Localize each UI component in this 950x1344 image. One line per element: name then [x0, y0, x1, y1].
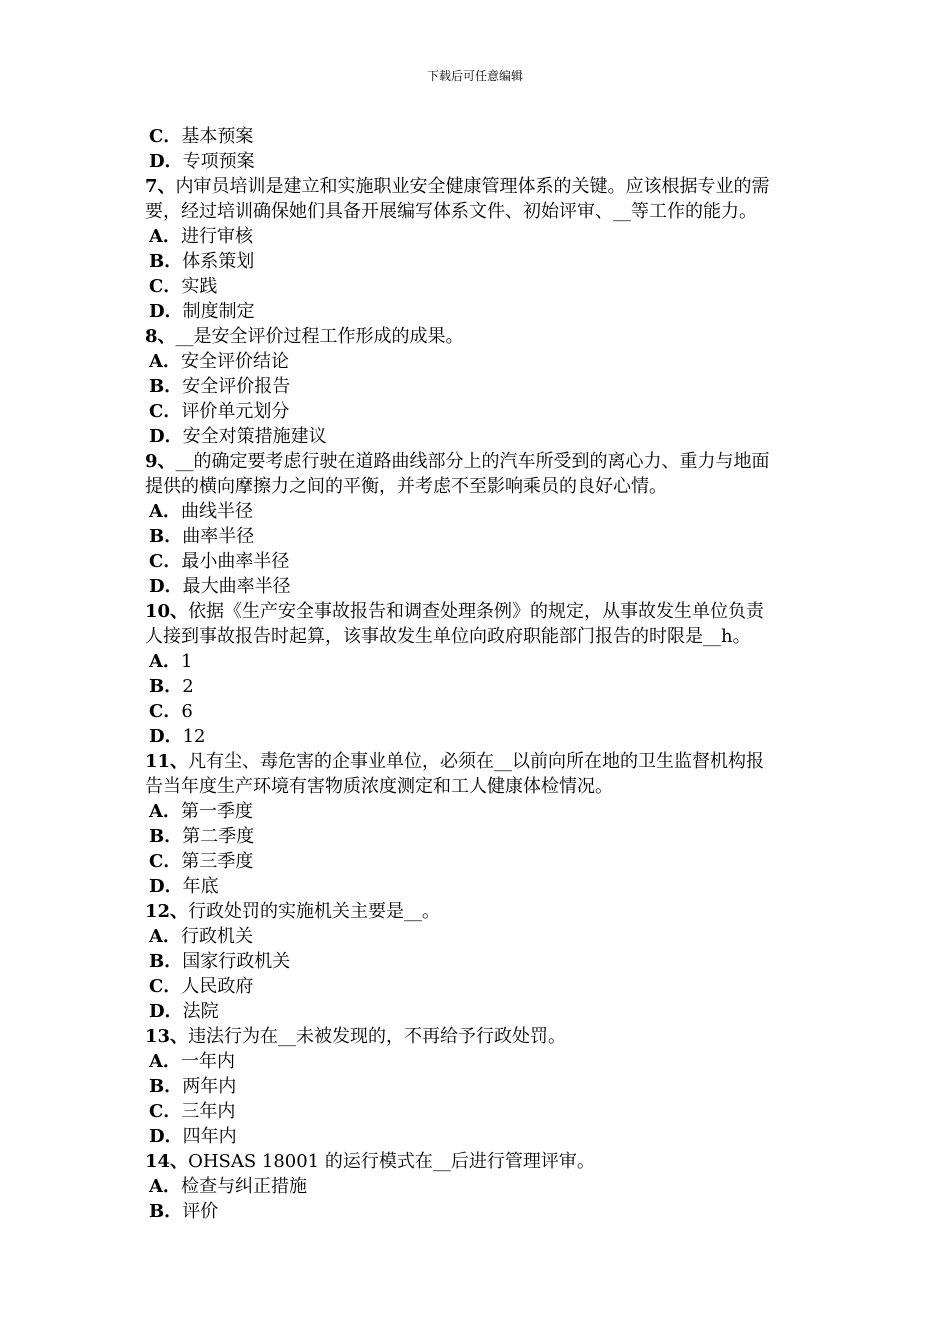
page-header: 下载后可任意编辑 [426, 69, 523, 83]
option-text: 曲率半径 [182, 526, 255, 547]
question-line [145, 899, 815, 924]
question-text: 提供的横向摩擦力之间的平衡，并考虑不至影响乘员的良好心情。 [145, 476, 667, 497]
option-text: 最大曲率半径 [182, 576, 291, 597]
option-text: 基本预案 [181, 126, 254, 147]
option-line [145, 724, 815, 749]
question-line [145, 449, 815, 474]
question-line [145, 1024, 815, 1049]
option-text: 6 [181, 701, 193, 722]
option-letter: D． [149, 876, 183, 897]
option-line [145, 924, 815, 949]
question-text: 人接到事故报告时起算，该事故发生单位向政府职能部门报告的时限是__h。 [145, 626, 751, 647]
option-text: 曲线半径 [180, 501, 253, 522]
option-letter: B． [149, 1076, 183, 1097]
question-text: 行政处罚的实施机关主要是__。 [188, 901, 441, 922]
option-letter: B． [149, 526, 183, 547]
question-line [145, 1149, 815, 1174]
option-line [145, 499, 815, 524]
question-line [145, 324, 815, 349]
question-text: __是安全评价过程工作形成的成果。 [175, 326, 464, 347]
option-letter: A． [149, 226, 181, 247]
option-letter: C． [149, 976, 182, 997]
option-letter: D． [149, 301, 183, 322]
option-text: 三年内 [181, 1101, 236, 1122]
option-line [145, 999, 815, 1024]
option-line [145, 799, 815, 824]
option-letter: B． [149, 1201, 183, 1222]
option-letter: C． [149, 551, 182, 572]
option-letter: B． [149, 826, 183, 847]
option-text: 法院 [182, 1001, 219, 1022]
option-line [145, 149, 815, 174]
option-text: 检查与纠正措施 [180, 1176, 307, 1197]
option-text: 专项预案 [182, 151, 255, 172]
option-line [145, 974, 815, 999]
option-line [145, 1074, 815, 1099]
option-line [145, 299, 815, 324]
option-text: 2 [182, 676, 194, 697]
option-line [145, 1124, 815, 1149]
option-line [145, 274, 815, 299]
option-letter: A． [149, 651, 181, 672]
option-line [145, 549, 815, 574]
option-line [145, 524, 815, 549]
option-text: 两年内 [182, 1076, 237, 1097]
option-letter: D． [149, 151, 183, 172]
option-letter: A． [149, 351, 181, 372]
question-number: 13、 [145, 1026, 189, 1047]
question-text: 依据《生产安全事故报告和调查处理条例》的规定，从事故发生单位负责 [188, 601, 765, 622]
question-number: 11、 [145, 751, 189, 772]
option-letter: B． [149, 251, 183, 272]
question-line [145, 774, 815, 799]
option-line [145, 374, 815, 399]
question-text: 要，经过培训确保她们具备开展编写体系文件、初始评审、__等工作的能力。 [145, 201, 757, 222]
option-text: 一年内 [180, 1051, 235, 1072]
question-number: 10、 [145, 601, 189, 622]
question-text: __的确定要考虑行驶在道路曲线部分上的汽车所受到的离心力、重力与地面 [175, 451, 770, 472]
option-text: 第二季度 [182, 826, 255, 847]
option-letter: B． [149, 376, 183, 397]
option-text: 第三季度 [181, 851, 254, 872]
option-text: 实践 [181, 276, 218, 297]
question-text: 内审员培训是建立和实施职业安全健康管理体系的关键。应该根据专业的需 [175, 176, 770, 197]
option-line [145, 424, 815, 449]
option-letter: C． [149, 851, 182, 872]
option-line [145, 124, 815, 149]
option-text: 安全评价结论 [180, 351, 289, 372]
option-letter: D． [149, 576, 183, 597]
option-text: 制度制定 [182, 301, 255, 322]
option-letter: A． [149, 501, 181, 522]
option-line [145, 399, 815, 424]
option-letter: A． [149, 1176, 181, 1197]
option-text: 安全对策措施建议 [182, 426, 327, 447]
option-line [145, 674, 815, 699]
option-line [145, 1174, 815, 1199]
question-number: 12、 [145, 901, 189, 922]
option-text: 四年内 [182, 1126, 237, 1147]
option-line [145, 1049, 815, 1074]
option-line [145, 699, 815, 724]
question-line [145, 174, 815, 199]
option-letter: A． [149, 926, 181, 947]
option-text: 国家行政机关 [182, 951, 291, 972]
option-line [145, 349, 815, 374]
option-letter: C． [149, 126, 182, 147]
question-line [145, 199, 815, 224]
option-text: 人民政府 [181, 976, 254, 997]
option-text: 评价 [182, 1201, 219, 1222]
question-line [145, 624, 815, 649]
option-letter: D． [149, 1001, 183, 1022]
option-letter: A． [149, 1051, 181, 1072]
option-letter: D． [149, 726, 183, 747]
question-text: 违法行为在__未被发现的，不再给予行政处罚。 [188, 1026, 567, 1047]
option-line [145, 1199, 815, 1224]
option-letter: D． [149, 426, 183, 447]
option-text: 最小曲率半径 [181, 551, 290, 572]
option-line [145, 574, 815, 599]
option-line [145, 224, 815, 249]
option-letter: D． [149, 1126, 183, 1147]
option-text: 12 [182, 726, 206, 747]
question-number: 9、 [145, 451, 176, 472]
option-line [145, 649, 815, 674]
option-text: 体系策划 [182, 251, 255, 272]
question-number: 8、 [145, 326, 176, 347]
option-letter: C． [149, 401, 182, 422]
option-letter: B． [149, 676, 183, 697]
option-line [145, 824, 815, 849]
question-text: 凡有尘、毒危害的企事业单位，必须在__以前向所在地的卫生监督机构报 [188, 751, 765, 772]
question-text: OHSAS 18001 的运行模式在__后进行管理评审。 [188, 1151, 595, 1172]
option-text: 安全评价报告 [182, 376, 291, 397]
question-text: 告当年度生产环境有害物质浓度测定和工人健康体检情况。 [145, 776, 613, 797]
option-text: 1 [180, 651, 193, 672]
option-line [145, 1099, 815, 1124]
option-letter: C． [149, 1101, 182, 1122]
option-line [145, 874, 815, 899]
option-line [145, 949, 815, 974]
option-letter: C． [149, 701, 182, 722]
option-letter: A． [149, 801, 181, 822]
document-body [145, 124, 815, 1224]
question-line [145, 599, 815, 624]
option-text: 行政机关 [180, 926, 253, 947]
option-letter: B． [149, 951, 183, 972]
option-text: 评价单元划分 [181, 401, 290, 422]
option-text: 年底 [182, 876, 219, 897]
question-number: 14、 [145, 1151, 189, 1172]
option-line [145, 849, 815, 874]
question-line [145, 474, 815, 499]
option-text: 第一季度 [180, 801, 253, 822]
option-line [145, 249, 815, 274]
option-letter: C． [149, 276, 182, 297]
question-line [145, 749, 815, 774]
question-number: 7、 [145, 176, 176, 197]
option-text: 进行审核 [180, 226, 253, 247]
